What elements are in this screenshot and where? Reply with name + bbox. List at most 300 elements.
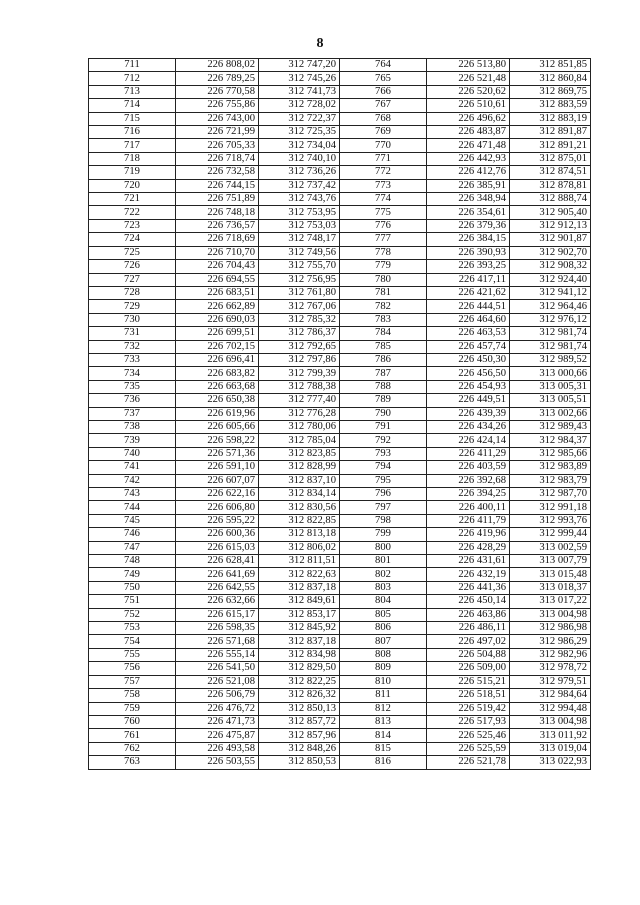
- y-coordinate-cell: 312 753,03: [259, 219, 340, 232]
- x-coordinate-cell: 226 428,29: [427, 541, 510, 554]
- y-coordinate-cell: 313 000,66: [510, 367, 591, 380]
- point-number-cell: 745: [89, 514, 176, 527]
- y-coordinate-cell: 312 745,26: [259, 72, 340, 85]
- x-coordinate-cell: 226 483,87: [427, 126, 510, 139]
- x-coordinate-cell: 226 736,57: [176, 219, 259, 232]
- x-coordinate-cell: 226 411,29: [427, 447, 510, 460]
- table-row: [89, 434, 591, 447]
- x-coordinate-cell: 226 394,25: [427, 488, 510, 501]
- x-coordinate-cell: 226 615,17: [176, 608, 259, 621]
- table-row: [89, 99, 591, 112]
- y-coordinate-cell: 312 860,84: [510, 72, 591, 85]
- table-row: [89, 461, 591, 474]
- point-number-cell: 739: [89, 434, 176, 447]
- point-number-cell: 802: [340, 568, 427, 581]
- y-coordinate-cell: 312 983,89: [510, 461, 591, 474]
- table-row: [89, 514, 591, 527]
- x-coordinate-cell: 226 496,62: [427, 112, 510, 125]
- point-number-cell: 807: [340, 635, 427, 648]
- y-coordinate-cell: 312 989,52: [510, 353, 591, 366]
- table-row: [89, 648, 591, 661]
- x-coordinate-cell: 226 393,25: [427, 260, 510, 273]
- x-coordinate-cell: 226 434,26: [427, 420, 510, 433]
- table-row: [89, 756, 591, 769]
- table-row: [89, 581, 591, 594]
- point-number-cell: 712: [89, 72, 176, 85]
- y-coordinate-cell: 312 828,99: [259, 461, 340, 474]
- coordinates-table: [88, 58, 591, 770]
- x-coordinate-cell: 226 770,58: [176, 85, 259, 98]
- table-row: [89, 273, 591, 286]
- y-coordinate-cell: 312 981,74: [510, 340, 591, 353]
- point-number-cell: 732: [89, 340, 176, 353]
- y-coordinate-cell: 312 985,66: [510, 447, 591, 460]
- point-number-cell: 785: [340, 340, 427, 353]
- point-number-cell: 751: [89, 595, 176, 608]
- y-coordinate-cell: 312 813,18: [259, 528, 340, 541]
- y-coordinate-cell: 312 878,81: [510, 179, 591, 192]
- point-number-cell: 775: [340, 206, 427, 219]
- point-number-cell: 783: [340, 313, 427, 326]
- point-number-cell: 764: [340, 59, 427, 72]
- y-coordinate-cell: 313 005,31: [510, 380, 591, 393]
- point-number-cell: 725: [89, 246, 176, 259]
- point-number-cell: 759: [89, 702, 176, 715]
- y-coordinate-cell: 312 749,56: [259, 246, 340, 259]
- y-coordinate-cell: 312 848,26: [259, 742, 340, 755]
- point-number-cell: 770: [340, 139, 427, 152]
- y-coordinate-cell: 312 857,96: [259, 729, 340, 742]
- y-coordinate-cell: 312 991,18: [510, 501, 591, 514]
- coordinates-table-body: [89, 59, 591, 770]
- x-coordinate-cell: 226 541,50: [176, 662, 259, 675]
- point-number-cell: 729: [89, 300, 176, 313]
- y-coordinate-cell: 312 747,20: [259, 59, 340, 72]
- point-number-cell: 773: [340, 179, 427, 192]
- point-number-cell: 784: [340, 327, 427, 340]
- x-coordinate-cell: 226 606,80: [176, 501, 259, 514]
- point-number-cell: 763: [89, 756, 176, 769]
- y-coordinate-cell: 312 874,51: [510, 166, 591, 179]
- table-row: [89, 528, 591, 541]
- point-number-cell: 779: [340, 260, 427, 273]
- y-coordinate-cell: 312 999,44: [510, 528, 591, 541]
- x-coordinate-cell: 226 662,89: [176, 300, 259, 313]
- x-coordinate-cell: 226 510,61: [427, 99, 510, 112]
- x-coordinate-cell: 226 598,22: [176, 434, 259, 447]
- x-coordinate-cell: 226 509,00: [427, 662, 510, 675]
- x-coordinate-cell: 226 432,19: [427, 568, 510, 581]
- point-number-cell: 747: [89, 541, 176, 554]
- y-coordinate-cell: 312 883,19: [510, 112, 591, 125]
- point-number-cell: 816: [340, 756, 427, 769]
- y-coordinate-cell: 312 792,65: [259, 340, 340, 353]
- point-number-cell: 746: [89, 528, 176, 541]
- y-coordinate-cell: 312 912,13: [510, 219, 591, 232]
- x-coordinate-cell: 226 515,21: [427, 675, 510, 688]
- table-row: [89, 555, 591, 568]
- table-row: [89, 300, 591, 313]
- y-coordinate-cell: 313 004,98: [510, 608, 591, 621]
- point-number-cell: 754: [89, 635, 176, 648]
- point-number-cell: 800: [340, 541, 427, 554]
- y-coordinate-cell: 312 823,85: [259, 447, 340, 460]
- y-coordinate-cell: 312 851,85: [510, 59, 591, 72]
- y-coordinate-cell: 312 994,48: [510, 702, 591, 715]
- point-number-cell: 730: [89, 313, 176, 326]
- point-number-cell: 723: [89, 219, 176, 232]
- y-coordinate-cell: 312 869,75: [510, 85, 591, 98]
- y-coordinate-cell: 312 776,28: [259, 407, 340, 420]
- y-coordinate-cell: 312 753,95: [259, 206, 340, 219]
- table-row: [89, 193, 591, 206]
- point-number-cell: 722: [89, 206, 176, 219]
- x-coordinate-cell: 226 615,03: [176, 541, 259, 554]
- y-coordinate-cell: 312 741,73: [259, 85, 340, 98]
- point-number-cell: 809: [340, 662, 427, 675]
- x-coordinate-cell: 226 641,69: [176, 568, 259, 581]
- x-coordinate-cell: 226 718,74: [176, 152, 259, 165]
- x-coordinate-cell: 226 521,48: [427, 72, 510, 85]
- x-coordinate-cell: 226 471,73: [176, 715, 259, 728]
- y-coordinate-cell: 312 888,74: [510, 193, 591, 206]
- point-number-cell: 741: [89, 461, 176, 474]
- point-number-cell: 726: [89, 260, 176, 273]
- x-coordinate-cell: 226 755,86: [176, 99, 259, 112]
- y-coordinate-cell: 312 740,10: [259, 152, 340, 165]
- x-coordinate-cell: 226 525,46: [427, 729, 510, 742]
- table-row: [89, 179, 591, 192]
- x-coordinate-cell: 226 457,74: [427, 340, 510, 353]
- x-coordinate-cell: 226 571,36: [176, 447, 259, 460]
- table-row: [89, 233, 591, 246]
- y-coordinate-cell: 312 799,39: [259, 367, 340, 380]
- y-coordinate-cell: 312 722,37: [259, 112, 340, 125]
- point-number-cell: 738: [89, 420, 176, 433]
- y-coordinate-cell: 312 786,37: [259, 327, 340, 340]
- point-number-cell: 793: [340, 447, 427, 460]
- y-coordinate-cell: 313 007,79: [510, 555, 591, 568]
- point-number-cell: 794: [340, 461, 427, 474]
- table-row: [89, 729, 591, 742]
- point-number-cell: 781: [340, 286, 427, 299]
- x-coordinate-cell: 226 450,14: [427, 595, 510, 608]
- y-coordinate-cell: 312 964,46: [510, 300, 591, 313]
- x-coordinate-cell: 226 591,10: [176, 461, 259, 474]
- point-number-cell: 808: [340, 648, 427, 661]
- y-coordinate-cell: 312 837,10: [259, 474, 340, 487]
- x-coordinate-cell: 226 743,00: [176, 112, 259, 125]
- x-coordinate-cell: 226 449,51: [427, 394, 510, 407]
- y-coordinate-cell: 312 901,87: [510, 233, 591, 246]
- x-coordinate-cell: 226 699,51: [176, 327, 259, 340]
- point-number-cell: 750: [89, 581, 176, 594]
- x-coordinate-cell: 226 454,93: [427, 380, 510, 393]
- x-coordinate-cell: 226 471,48: [427, 139, 510, 152]
- x-coordinate-cell: 226 600,36: [176, 528, 259, 541]
- y-coordinate-cell: 312 725,35: [259, 126, 340, 139]
- y-coordinate-cell: 312 987,70: [510, 488, 591, 501]
- y-coordinate-cell: 312 989,43: [510, 420, 591, 433]
- table-row: [89, 353, 591, 366]
- x-coordinate-cell: 226 744,15: [176, 179, 259, 192]
- x-coordinate-cell: 226 650,38: [176, 394, 259, 407]
- x-coordinate-cell: 226 450,30: [427, 353, 510, 366]
- point-number-cell: 782: [340, 300, 427, 313]
- x-coordinate-cell: 226 411,79: [427, 514, 510, 527]
- point-number-cell: 792: [340, 434, 427, 447]
- point-number-cell: 790: [340, 407, 427, 420]
- y-coordinate-cell: 312 834,14: [259, 488, 340, 501]
- x-coordinate-cell: 226 504,88: [427, 648, 510, 661]
- y-coordinate-cell: 313 002,59: [510, 541, 591, 554]
- point-number-cell: 765: [340, 72, 427, 85]
- point-number-cell: 718: [89, 152, 176, 165]
- point-number-cell: 789: [340, 394, 427, 407]
- point-number-cell: 767: [340, 99, 427, 112]
- point-number-cell: 791: [340, 420, 427, 433]
- x-coordinate-cell: 226 354,61: [427, 206, 510, 219]
- x-coordinate-cell: 226 748,18: [176, 206, 259, 219]
- y-coordinate-cell: 312 811,51: [259, 555, 340, 568]
- y-coordinate-cell: 312 981,74: [510, 327, 591, 340]
- table-row: [89, 675, 591, 688]
- x-coordinate-cell: 226 732,58: [176, 166, 259, 179]
- point-number-cell: 814: [340, 729, 427, 742]
- point-number-cell: 742: [89, 474, 176, 487]
- y-coordinate-cell: 312 837,18: [259, 581, 340, 594]
- x-coordinate-cell: 226 705,33: [176, 139, 259, 152]
- x-coordinate-cell: 226 421,62: [427, 286, 510, 299]
- x-coordinate-cell: 226 348,94: [427, 193, 510, 206]
- point-number-cell: 806: [340, 622, 427, 635]
- x-coordinate-cell: 226 475,87: [176, 729, 259, 742]
- point-number-cell: 731: [89, 327, 176, 340]
- point-number-cell: 769: [340, 126, 427, 139]
- y-coordinate-cell: 312 737,42: [259, 179, 340, 192]
- y-coordinate-cell: 312 748,17: [259, 233, 340, 246]
- point-number-cell: 756: [89, 662, 176, 675]
- page-number: 8: [316, 36, 324, 51]
- point-number-cell: 744: [89, 501, 176, 514]
- table-row: [89, 689, 591, 702]
- y-coordinate-cell: 312 986,98: [510, 622, 591, 635]
- table-row: [89, 447, 591, 460]
- y-coordinate-cell: 312 767,06: [259, 300, 340, 313]
- point-number-cell: 715: [89, 112, 176, 125]
- y-coordinate-cell: 313 022,93: [510, 756, 591, 769]
- x-coordinate-cell: 226 694,55: [176, 273, 259, 286]
- point-number-cell: 716: [89, 126, 176, 139]
- point-number-cell: 795: [340, 474, 427, 487]
- point-number-cell: 788: [340, 380, 427, 393]
- x-coordinate-cell: 226 403,59: [427, 461, 510, 474]
- point-number-cell: 801: [340, 555, 427, 568]
- y-coordinate-cell: 313 011,92: [510, 729, 591, 742]
- x-coordinate-cell: 226 789,25: [176, 72, 259, 85]
- point-number-cell: 804: [340, 595, 427, 608]
- x-coordinate-cell: 226 385,91: [427, 179, 510, 192]
- y-coordinate-cell: 312 979,51: [510, 675, 591, 688]
- y-coordinate-cell: 313 002,66: [510, 407, 591, 420]
- point-number-cell: 797: [340, 501, 427, 514]
- table-row: [89, 622, 591, 635]
- x-coordinate-cell: 226 663,68: [176, 380, 259, 393]
- x-coordinate-cell: 226 622,16: [176, 488, 259, 501]
- point-number-cell: 753: [89, 622, 176, 635]
- x-coordinate-cell: 226 696,41: [176, 353, 259, 366]
- x-coordinate-cell: 226 702,15: [176, 340, 259, 353]
- x-coordinate-cell: 226 808,02: [176, 59, 259, 72]
- point-number-cell: 780: [340, 273, 427, 286]
- point-number-cell: 740: [89, 447, 176, 460]
- x-coordinate-cell: 226 486,11: [427, 622, 510, 635]
- y-coordinate-cell: 312 845,92: [259, 622, 340, 635]
- y-coordinate-cell: 312 756,95: [259, 273, 340, 286]
- point-number-cell: 805: [340, 608, 427, 621]
- x-coordinate-cell: 226 424,14: [427, 434, 510, 447]
- y-coordinate-cell: 313 004,98: [510, 715, 591, 728]
- point-number-cell: 811: [340, 689, 427, 702]
- table-row: [89, 420, 591, 433]
- y-coordinate-cell: 312 830,56: [259, 501, 340, 514]
- x-coordinate-cell: 226 476,72: [176, 702, 259, 715]
- point-number-cell: 717: [89, 139, 176, 152]
- table-row: [89, 702, 591, 715]
- y-coordinate-cell: 312 986,29: [510, 635, 591, 648]
- point-number-cell: 798: [340, 514, 427, 527]
- y-coordinate-cell: 312 941,12: [510, 286, 591, 299]
- table-row: [89, 85, 591, 98]
- point-number-cell: 749: [89, 568, 176, 581]
- point-number-cell: 771: [340, 152, 427, 165]
- x-coordinate-cell: 226 384,15: [427, 233, 510, 246]
- x-coordinate-cell: 226 632,66: [176, 595, 259, 608]
- x-coordinate-cell: 226 412,76: [427, 166, 510, 179]
- y-coordinate-cell: 313 019,04: [510, 742, 591, 755]
- point-number-cell: 777: [340, 233, 427, 246]
- point-number-cell: 733: [89, 353, 176, 366]
- x-coordinate-cell: 226 419,96: [427, 528, 510, 541]
- y-coordinate-cell: 312 780,06: [259, 420, 340, 433]
- y-coordinate-cell: 313 005,51: [510, 394, 591, 407]
- table-row: [89, 715, 591, 728]
- x-coordinate-cell: 226 751,89: [176, 193, 259, 206]
- point-number-cell: 737: [89, 407, 176, 420]
- point-number-cell: 799: [340, 528, 427, 541]
- x-coordinate-cell: 226 555,14: [176, 648, 259, 661]
- point-number-cell: 714: [89, 99, 176, 112]
- point-number-cell: 736: [89, 394, 176, 407]
- y-coordinate-cell: 312 797,86: [259, 353, 340, 366]
- x-coordinate-cell: 226 619,96: [176, 407, 259, 420]
- point-number-cell: 743: [89, 488, 176, 501]
- table-row: [89, 139, 591, 152]
- x-coordinate-cell: 226 628,41: [176, 555, 259, 568]
- y-coordinate-cell: 312 984,64: [510, 689, 591, 702]
- x-coordinate-cell: 226 520,62: [427, 85, 510, 98]
- x-coordinate-cell: 226 390,93: [427, 246, 510, 259]
- y-coordinate-cell: 312 785,04: [259, 434, 340, 447]
- x-coordinate-cell: 226 417,11: [427, 273, 510, 286]
- y-coordinate-cell: 312 924,40: [510, 273, 591, 286]
- y-coordinate-cell: 312 983,79: [510, 474, 591, 487]
- y-coordinate-cell: 312 978,72: [510, 662, 591, 675]
- table-row: [89, 541, 591, 554]
- x-coordinate-cell: 226 710,70: [176, 246, 259, 259]
- x-coordinate-cell: 226 642,55: [176, 581, 259, 594]
- y-coordinate-cell: 312 834,98: [259, 648, 340, 661]
- table-row: [89, 380, 591, 393]
- x-coordinate-cell: 226 605,66: [176, 420, 259, 433]
- y-coordinate-cell: 312 761,80: [259, 286, 340, 299]
- y-coordinate-cell: 312 850,53: [259, 756, 340, 769]
- y-coordinate-cell: 312 891,87: [510, 126, 591, 139]
- table-row: [89, 340, 591, 353]
- x-coordinate-cell: 226 721,99: [176, 126, 259, 139]
- x-coordinate-cell: 226 463,86: [427, 608, 510, 621]
- x-coordinate-cell: 226 598,35: [176, 622, 259, 635]
- y-coordinate-cell: 312 982,96: [510, 648, 591, 661]
- y-coordinate-cell: 312 902,70: [510, 246, 591, 259]
- table-row: [89, 367, 591, 380]
- point-number-cell: 772: [340, 166, 427, 179]
- y-coordinate-cell: 312 857,72: [259, 715, 340, 728]
- y-coordinate-cell: 312 993,76: [510, 514, 591, 527]
- table-row: [89, 608, 591, 621]
- y-coordinate-cell: 312 849,61: [259, 595, 340, 608]
- x-coordinate-cell: 226 571,68: [176, 635, 259, 648]
- y-coordinate-cell: 312 736,26: [259, 166, 340, 179]
- table-row: [89, 394, 591, 407]
- x-coordinate-cell: 226 431,61: [427, 555, 510, 568]
- point-number-cell: 724: [89, 233, 176, 246]
- point-number-cell: 720: [89, 179, 176, 192]
- point-number-cell: 768: [340, 112, 427, 125]
- table-row: [89, 501, 591, 514]
- y-coordinate-cell: 312 826,32: [259, 689, 340, 702]
- y-coordinate-cell: 313 017,22: [510, 595, 591, 608]
- y-coordinate-cell: 312 891,21: [510, 139, 591, 152]
- x-coordinate-cell: 226 456,50: [427, 367, 510, 380]
- point-number-cell: 778: [340, 246, 427, 259]
- point-number-cell: 803: [340, 581, 427, 594]
- table-row: [89, 327, 591, 340]
- table-row: [89, 662, 591, 675]
- x-coordinate-cell: 226 503,55: [176, 756, 259, 769]
- y-coordinate-cell: 312 777,40: [259, 394, 340, 407]
- point-number-cell: 761: [89, 729, 176, 742]
- table-row: [89, 742, 591, 755]
- point-number-cell: 766: [340, 85, 427, 98]
- y-coordinate-cell: 312 785,32: [259, 313, 340, 326]
- point-number-cell: 727: [89, 273, 176, 286]
- y-coordinate-cell: 313 015,48: [510, 568, 591, 581]
- y-coordinate-cell: 312 850,13: [259, 702, 340, 715]
- y-coordinate-cell: 312 755,70: [259, 260, 340, 273]
- point-number-cell: 757: [89, 675, 176, 688]
- x-coordinate-cell: 226 400,11: [427, 501, 510, 514]
- table-row: [89, 112, 591, 125]
- y-coordinate-cell: 312 905,40: [510, 206, 591, 219]
- x-coordinate-cell: 226 517,93: [427, 715, 510, 728]
- point-number-cell: 787: [340, 367, 427, 380]
- table-row: [89, 59, 591, 72]
- y-coordinate-cell: 312 883,59: [510, 99, 591, 112]
- x-coordinate-cell: 226 518,51: [427, 689, 510, 702]
- x-coordinate-cell: 226 444,51: [427, 300, 510, 313]
- x-coordinate-cell: 226 683,82: [176, 367, 259, 380]
